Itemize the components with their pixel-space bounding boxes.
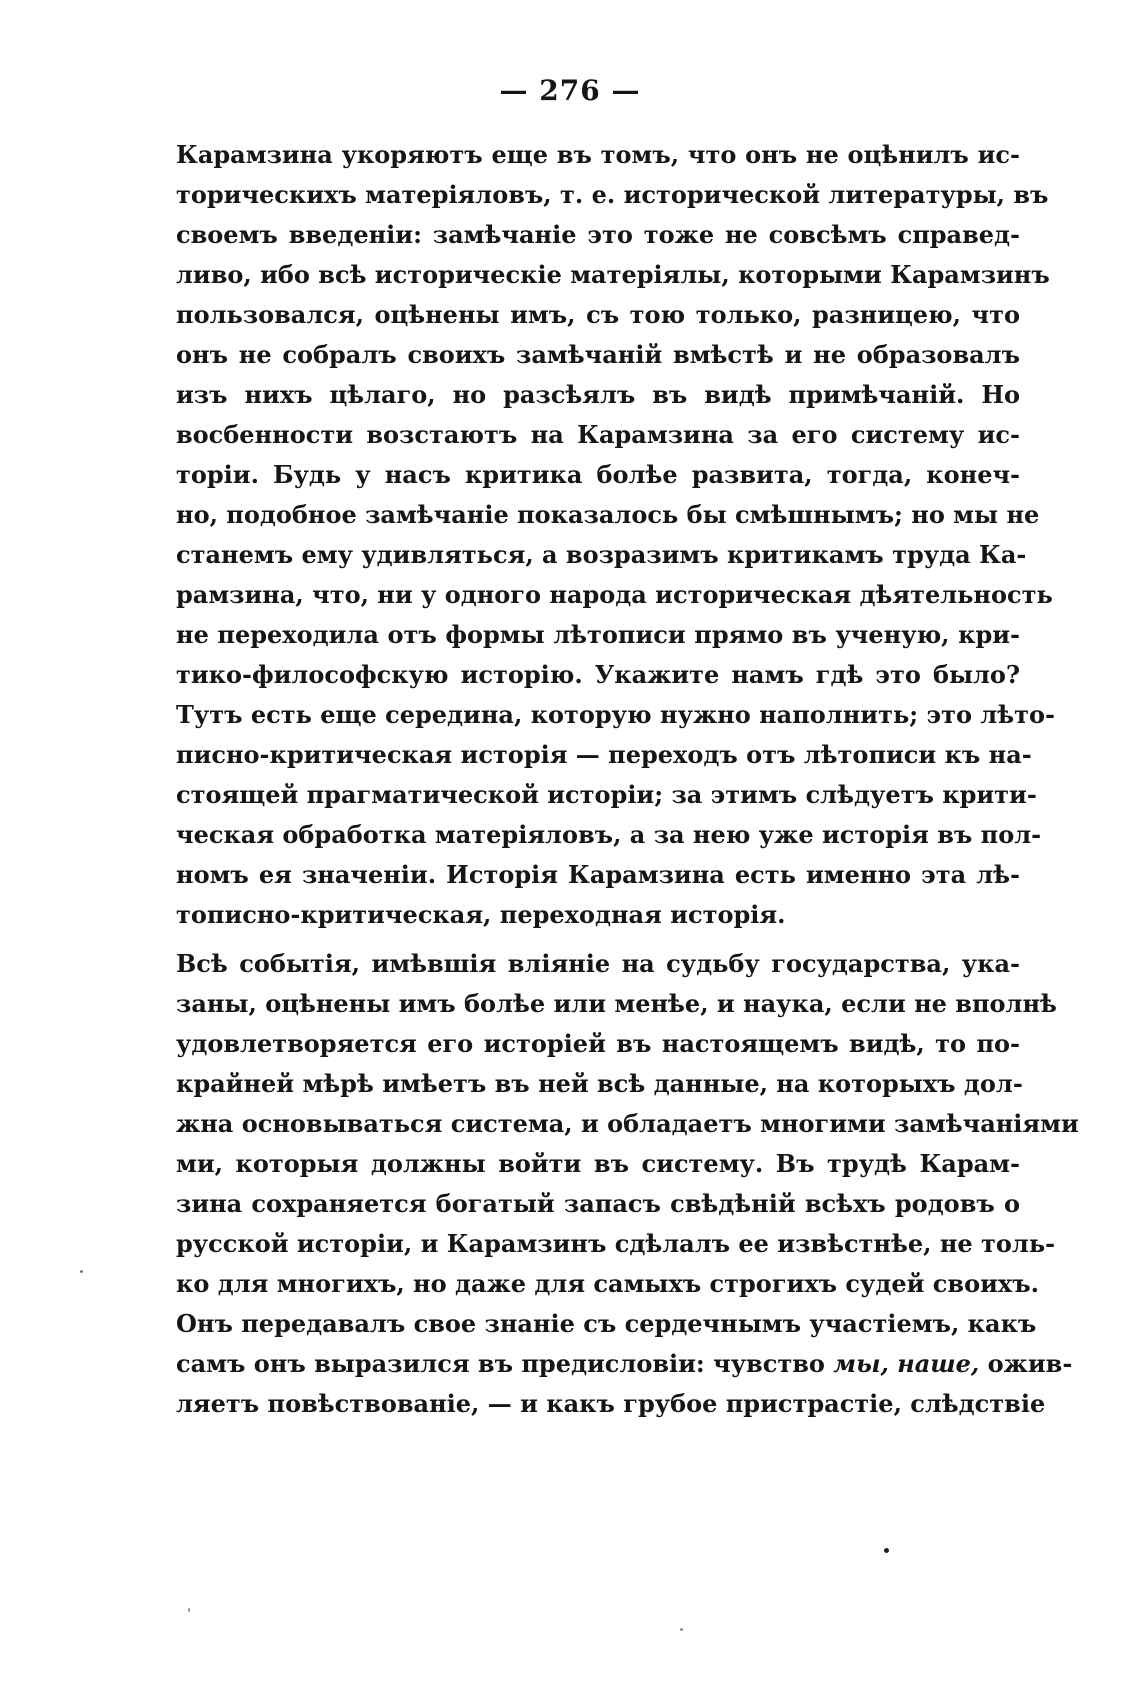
text-line: удовлетворяется его исторіей въ настоящемъ видѣ, то по- — [176, 1029, 1020, 1058]
text-line: своемъ введеніи: замѣчаніе это тоже не совсѣмъ справед- — [176, 220, 1020, 249]
text-line: ческая обработка матеріяловъ, а за нею уже исторія въ пол- — [176, 820, 1042, 849]
page-number: — 276 — — [499, 74, 641, 107]
text-line: восбенности возстаютъ на Карамзина за его систему ис- — [176, 420, 1020, 449]
text-line: но, подобное замѣчаніе показалось бы смѣшнымъ; но мы не — [176, 500, 1040, 529]
text-line: станемъ ему удивляться, а возразимъ критикамъ труда Ка- — [176, 540, 1027, 569]
body-text — [176, 135, 1079, 1424]
scan-speck — [188, 1608, 190, 1612]
scan-speck — [884, 1548, 889, 1553]
text-line: рамзина, что, ни у одного народа историческая дѣятельность — [176, 580, 1053, 609]
text-line: ко для многихъ, но даже для самыхъ строгихъ судей своихъ. — [176, 1269, 1039, 1298]
text-line: торическихъ матеріяловъ, т. е. исторической литературы, въ — [176, 180, 1049, 209]
text-line: тико-философскую исторію. Укажите намъ гдѣ это было? — [176, 660, 1020, 689]
text-line: пользовался, оцѣнены имъ, съ тою только, разницею, что — [176, 300, 1020, 329]
text-line: онъ не собралъ своихъ замѣчаній вмѣстѣ и не образовалъ — [176, 340, 1020, 369]
text-line: ляетъ повѣствованіе, — и какъ грубое пристрастіе, слѣдствіе — [176, 1389, 1046, 1418]
text-line: номъ ея значеніи. Исторія Карамзина есть именно эта лѣ- — [176, 860, 1020, 889]
text-line: зина сохраняется богатый запасъ свѣдѣній всѣхъ родовъ о — [176, 1189, 1020, 1218]
text-line: Тутъ есть еще середина, которую нужно наполнить; это лѣто- — [176, 700, 1055, 729]
text-line: самъ онъ выразился въ предисловіи: чувство мы, наше, ожив- — [176, 1349, 1073, 1378]
paragraph-1 — [176, 135, 1055, 935]
text-line: торіи. Будь у насъ критика болѣе развита, тогда, конеч- — [176, 460, 1020, 489]
paragraph-2 — [176, 944, 1079, 1424]
text-line: крайней мѣрѣ имѣетъ въ ней всѣ данные, на которыхъ дол- — [176, 1069, 1023, 1098]
text-line: писно-критическая исторія — переходъ отъ лѣтописи къ на- — [176, 740, 1032, 769]
text-line: жна основываться система, и обладаетъ многими замѣчаніями — [176, 1109, 1079, 1138]
scan-speck — [80, 1270, 83, 1273]
text-line: Онъ передавалъ свое знаніе съ сердечнымъ участіемъ, какъ — [176, 1309, 1037, 1338]
text-line: тописно-критическая, переходная исторія. — [176, 900, 786, 929]
text-line: ми, которыя должны войти въ систему. Въ трудѣ Карам- — [176, 1149, 1020, 1178]
text-line: стоящей прагматической исторіи; за этимъ слѣдуетъ крити- — [176, 780, 1037, 809]
text-line: русской исторіи, и Карамзинъ сдѣлалъ ее извѣстнѣе, не толь- — [176, 1229, 1056, 1258]
text-line: Карамзина укоряютъ еще въ томъ, что онъ не оцѣнилъ ис- — [176, 140, 1020, 169]
scan-speck — [680, 1628, 683, 1631]
text-line: не переходила отъ формы лѣтописи прямо въ ученую, кри- — [176, 620, 1020, 649]
text-line: изъ нихъ цѣлаго, но разсѣялъ въ видѣ примѣчаній. Но — [176, 380, 1020, 409]
text-line: заны, оцѣнены имъ болѣе или менѣе, и наука, если не вполнѣ — [176, 989, 1057, 1018]
text-line: Всѣ событія, имѣвшія вліяніе на судьбу государства, ука- — [176, 949, 1020, 978]
text-line: ливо, ибо всѣ историческіе матеріялы, которыми Карамзинъ — [176, 260, 1050, 289]
